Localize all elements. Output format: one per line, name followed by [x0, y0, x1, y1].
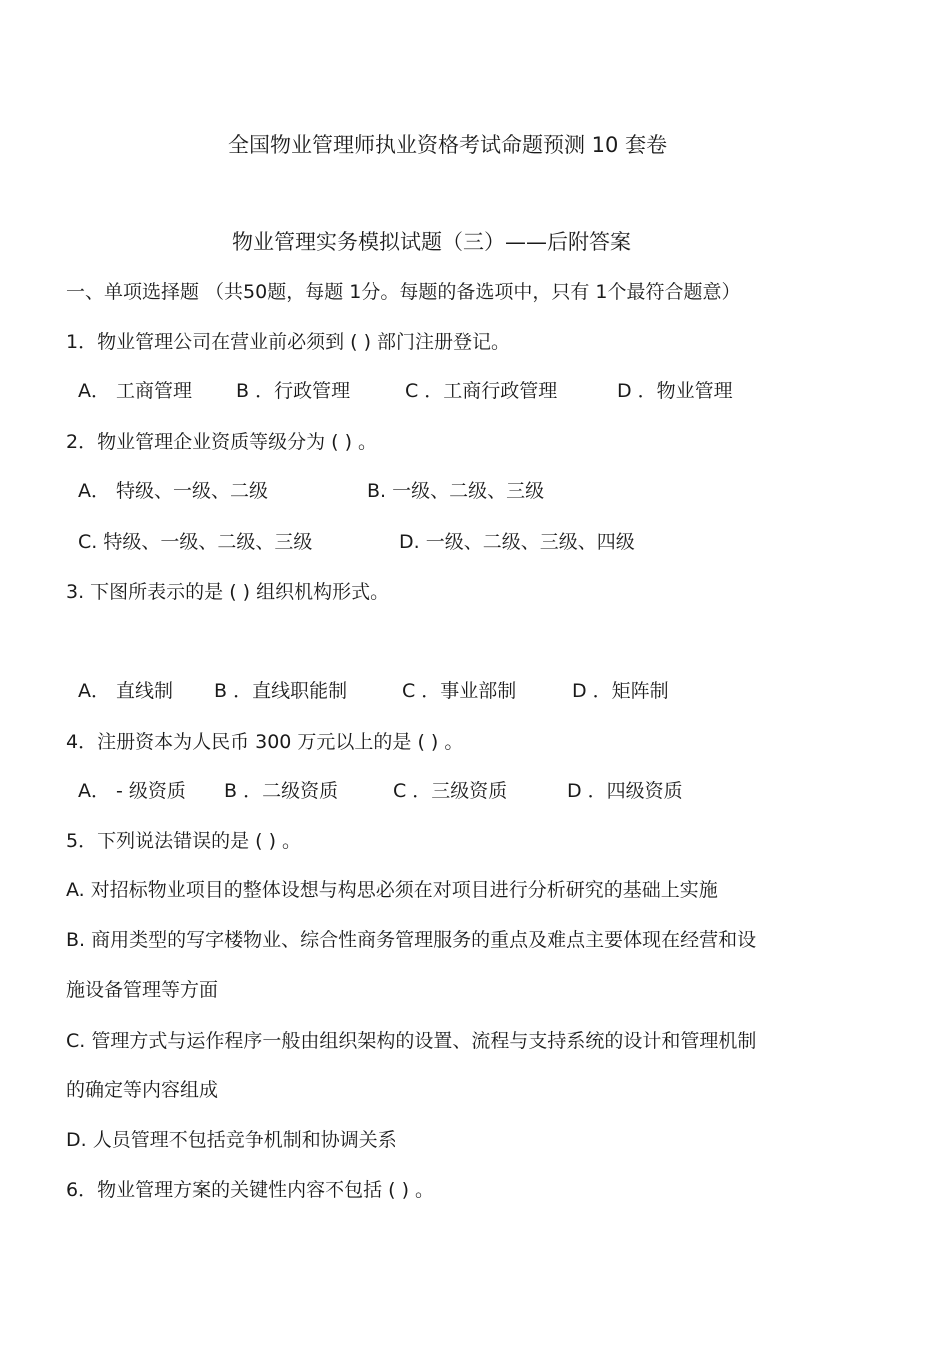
q5-option-a: A. 对招标物业项目的整体设想与构思必须在对项目进行分析研究的基础上实施: [66, 879, 718, 901]
question-3: 3. 下图所表示的是 ( ) 组织机构形式。: [66, 581, 390, 603]
q5-option-d: D. 人员管理不包括竞争机制和协调关系: [66, 1129, 397, 1151]
q1-option-c: C ．工商行政管理: [405, 380, 558, 402]
q5-option-b-line1: B. 商用类型的写字楼物业、综合性商务管理服务的重点及难点主要体现在经营和设: [66, 929, 757, 951]
q3-option-d: D ．矩阵制: [572, 680, 669, 702]
q1-option-d: D ．物业管理: [617, 380, 733, 402]
q4-option-c: C ．三级资质: [393, 780, 508, 802]
question-6: 6．物业管理方案的关键性内容不包括 ( ) 。: [66, 1179, 435, 1201]
question-2: 2．物业管理企业资质等级分为 ( ) 。: [66, 431, 378, 453]
q5-option-b-line2: 施设备管理等方面: [66, 979, 219, 1001]
section-heading: 一、单项选择题 （共50题，每题 1分。每题的备选项中，只有 1个最符合题意）: [66, 281, 741, 303]
document-subtitle: 物业管理实务模拟试题（三）——后附答案: [232, 230, 631, 254]
q2-option-c: C. 特级、一级、二级、三级: [78, 531, 313, 553]
q4-option-b: B ．二级资质: [224, 780, 339, 802]
document-title: 全国物业管理师执业资格考试命题预测 10 套卷: [228, 133, 668, 157]
q2-option-a: A． 特级、一级、二级: [78, 480, 269, 502]
q2-option-d: D. 一级、二级、三级、四级: [399, 531, 635, 553]
q2-option-b: B. 一级、二级、三级: [367, 480, 545, 502]
q1-option-b: B ．行政管理: [236, 380, 351, 402]
q5-option-c-line2: 的确定等内容组成: [66, 1079, 219, 1101]
q3-option-c: C ．事业部制: [402, 680, 517, 702]
q5-option-c-line1: C. 管理方式与运作程序一般由组织架构的设置、流程与支持系统的设计和管理机制: [66, 1030, 757, 1052]
question-5: 5．下列说法错误的是 ( ) 。: [66, 830, 302, 852]
q3-option-b: B ．直线职能制: [214, 680, 348, 702]
q4-option-d: D ．四级资质: [567, 780, 683, 802]
q4-option-a: A． - 级资质: [78, 780, 186, 802]
q3-option-a: A． 直线制: [78, 680, 174, 702]
q1-option-a: A． 工商管理: [78, 380, 193, 402]
question-4: 4．注册资本为人民币 300 万元以上的是 ( ) 。: [66, 731, 464, 753]
question-1: 1．物业管理公司在营业前必须到 ( ) 部门注册登记。: [66, 331, 511, 353]
